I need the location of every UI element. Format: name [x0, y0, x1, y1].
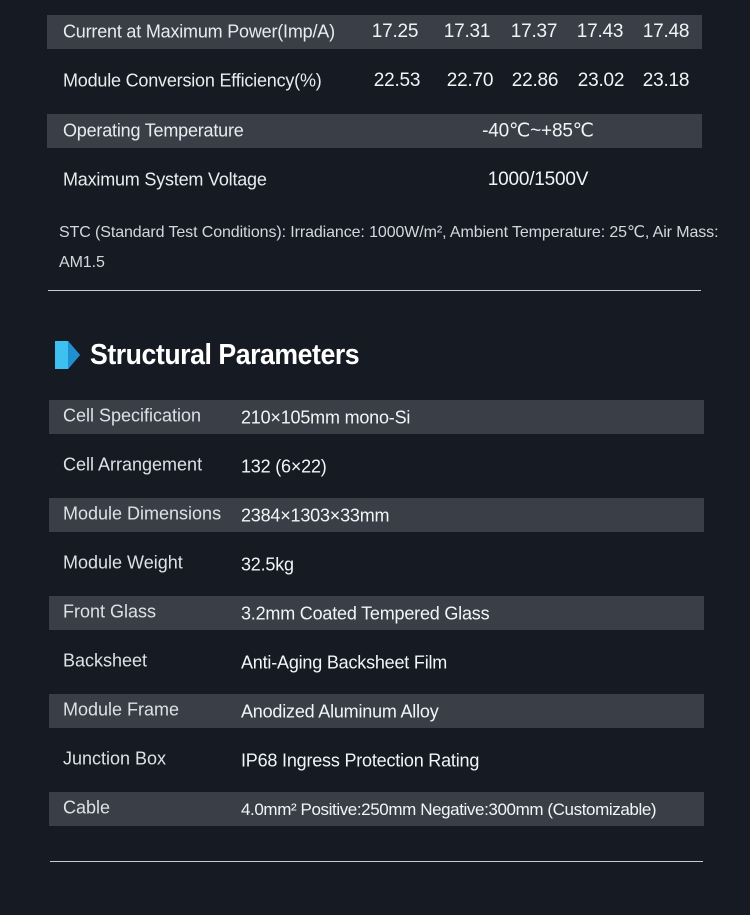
cell-value: 22.53	[373, 70, 421, 91]
table-row	[49, 547, 704, 581]
table-row-max-system-voltage	[47, 163, 702, 197]
row-label: Backsheet	[63, 650, 148, 671]
row-label: Module Dimensions	[63, 503, 222, 524]
section-heading	[55, 335, 383, 375]
table-row	[49, 498, 704, 532]
row-value: Anodized Aluminum Alloy	[241, 701, 439, 722]
cell-value: 23.18	[642, 70, 690, 91]
table-row-efficiency	[47, 64, 702, 98]
row-label: Module Frame	[63, 699, 180, 720]
arrow-chevron-icon	[55, 339, 80, 371]
divider	[50, 861, 703, 862]
row-label: Module Conversion Efficiency(%)	[63, 70, 322, 91]
row-value: 3.2mm Coated Tempered Glass	[241, 603, 490, 624]
row-value: 210×105mm mono-Si	[241, 407, 411, 428]
row-label: Module Weight	[63, 552, 183, 573]
row-value: IP68 Ingress Protection Rating	[241, 750, 480, 771]
row-label: Cell Specification	[63, 405, 202, 426]
row-value: Anti-Aging Backsheet Film	[241, 652, 448, 673]
cell-value: 23.02	[577, 70, 625, 91]
cell-value: 17.37	[510, 21, 558, 42]
table-row	[49, 694, 704, 728]
table-row	[49, 792, 704, 826]
row-value: 2384×1303×33mm	[241, 505, 390, 526]
cell-value: 22.86	[511, 70, 559, 91]
table-row	[49, 743, 704, 777]
cell-value: 17.25	[371, 21, 419, 42]
table-row	[49, 596, 704, 630]
stc-note: STC (Standard Test Conditions): Irradiance: 1000W/m², Ambient Temperature: 25℃, Air Mass: AM1.5	[59, 224, 719, 271]
table-row	[49, 645, 704, 679]
table-row	[49, 400, 704, 434]
cell-value: 17.43	[576, 21, 624, 42]
row-value: 132 (6×22)	[241, 456, 327, 477]
row-label: Cell Arrangement	[63, 454, 203, 475]
cell-value: 17.48	[642, 21, 690, 42]
cell-value: -40℃~+85℃	[482, 120, 594, 142]
row-label: Front Glass	[63, 601, 157, 622]
cell-value: 22.70	[446, 70, 494, 91]
row-label: Operating Temperature	[63, 120, 244, 141]
row-label: Cable	[63, 797, 111, 818]
row-label: Current at Maximum Power(Imp/A)	[63, 21, 335, 42]
row-label: Maximum System Voltage	[63, 169, 267, 190]
row-value: 4.0mm² Positive:250mm Negative:300mm (Customizable)	[241, 800, 657, 819]
cell-value: 17.31	[443, 21, 491, 42]
section-title: Structural Parameters	[90, 338, 360, 371]
divider	[48, 290, 701, 291]
table-row-current-imp	[47, 15, 702, 49]
row-label: Junction Box	[63, 748, 167, 769]
cell-value: 1000/1500V	[487, 169, 589, 190]
table-row-operating-temperature	[47, 114, 702, 148]
row-value: 32.5kg	[241, 554, 294, 575]
table-row	[49, 449, 704, 483]
